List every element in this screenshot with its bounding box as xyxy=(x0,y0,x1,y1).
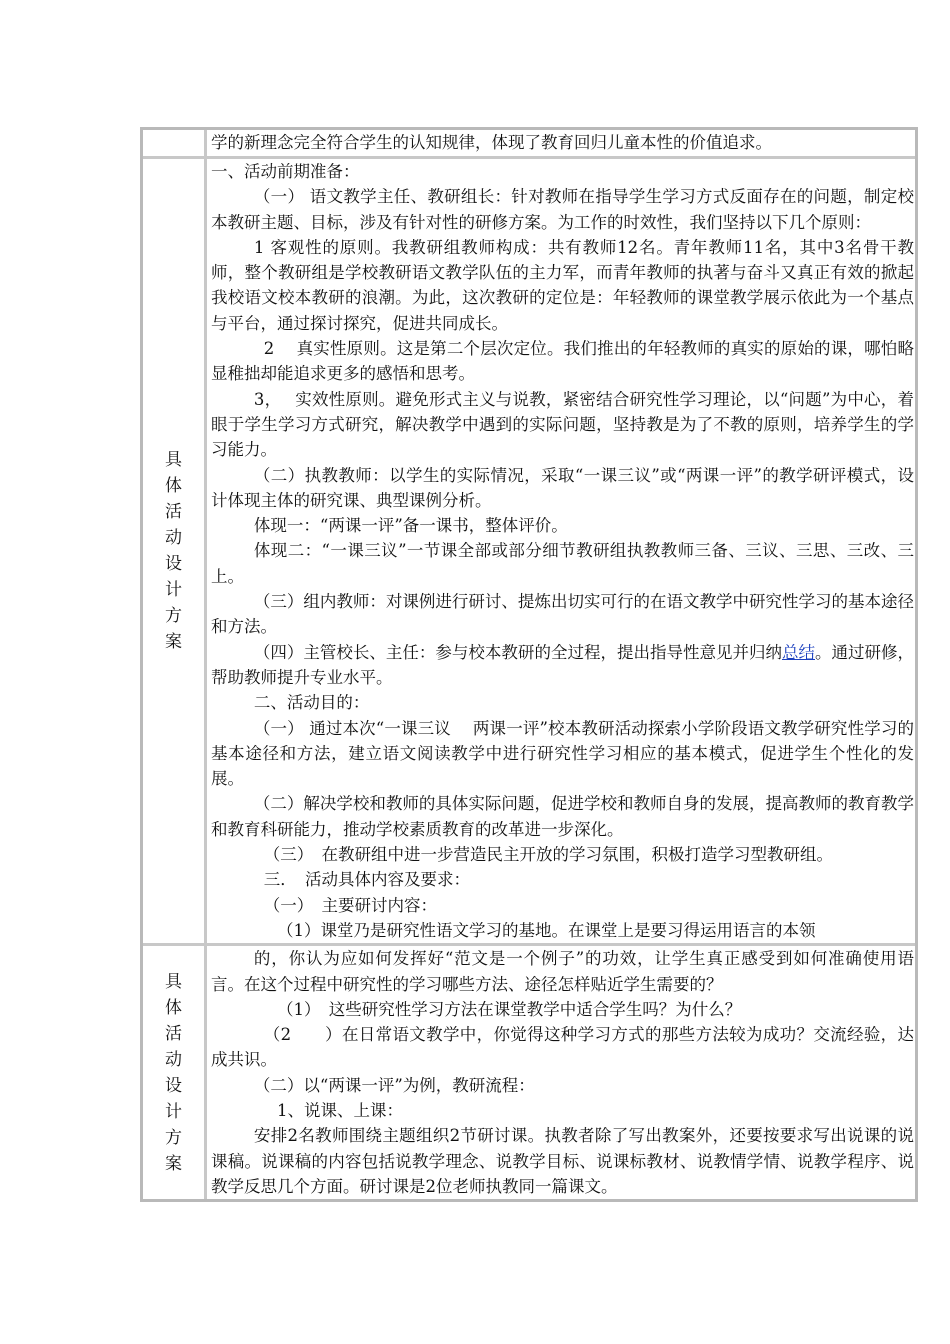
paragraph: （三） 在教研组中进一步营造民主开放的学习氛围，积极打造学习型教研组。 xyxy=(263,845,834,865)
paragraph: 3， 实效性原则。避免形式主义与说教，紧密结合研究性学习理论，以“问题”为中心，着眼于学生学习方式研究，解决教学中遇到的实际问题，坚持教是为了不教的原则，培养学生的学习能力。 xyxy=(211,389,914,460)
label-cell xyxy=(143,946,207,1199)
label-cell xyxy=(143,159,207,943)
paragraph: （二）执教教师：以学生的实际情况，采取“一课三议”或“两课一评”的教学研评模式，设计体现主体的研究课、典型课例分析。 xyxy=(211,465,914,510)
paragraph: 安排2名教师围绕主题组织2节研讨课。执教者除了写出教案外，还要按要求写出说课的说课稿。说课稿的内容包括说教学理念、说教学目标、说课标教材、说教情学情、说教学程序、说教学反思几个方面。研讨课是2位老师执教同一篇课文。 xyxy=(211,1126,914,1196)
paragraph: 体现一：“两课一评”备一课书，整体评价。 xyxy=(253,516,568,536)
document-table xyxy=(140,127,918,1202)
section-heading: 二、活动目的： xyxy=(253,693,370,713)
label-cell-empty xyxy=(143,130,207,156)
paragraph: （二）解决学校和教师的具体实际问题，促进学校和教师自身的发展，提高教师的教育教学和教育科研能力，推动学校素质教育的改革进一步深化。 xyxy=(211,794,914,839)
paragraph: （一） 主要研讨内容： xyxy=(263,895,438,915)
row-label: 具体活动设计方案 xyxy=(165,450,182,653)
section-heading: （二）以“两课一评”为例，教研流程： xyxy=(253,1075,535,1095)
table-row xyxy=(143,159,915,946)
paragraph: （一） 语文教学主任、教研组长：针对教师在指导学生学习方式反面存在的问题，制定校本教研主题、目标，涉及有针对性的研修方案。为工作的时效性，我们坚持以下几个原则： xyxy=(211,187,914,232)
paragraph: 体现二：“一课三议”一节课全部或部分细节教研组执教教师三备、三议、三思、三改、三上。 xyxy=(211,541,914,586)
content-cell xyxy=(207,159,915,943)
row-label: 具体活动设计方案 xyxy=(165,971,182,1174)
paragraph: （三）组内教师：对课例进行研讨、提炼出切实可行的在语文教学中研究性学习的基本途径和方法。 xyxy=(211,592,914,637)
paragraph-text: （四）主管校长、主任：参与校本教研的全过程，提出指导性意见并归纳 xyxy=(253,642,782,662)
paragraph: （2 ）在日常语文教学中，你觉得这种学习方式的那些方法较为成功？交流经验，达成共识。 xyxy=(211,1025,914,1070)
table-row xyxy=(143,946,915,1199)
section-heading: 一、活动前期准备： xyxy=(211,162,360,181)
paragraph: 2 真实性原则。这是第二个层次定位。我们推出的年轻教师的真实的原始的课，哪怕略显稚拙却能追求更多的感悟和思考。 xyxy=(211,339,914,384)
content-cell xyxy=(207,130,915,156)
paragraph: （1）课堂乃是研究性语文学习的基地。在课堂上是要习得运用语言的本领 xyxy=(277,920,816,940)
table-row xyxy=(143,130,915,159)
paragraph: 1 客观性的原则。我教研组教师构成：共有教师12名。青年教师11名，其中3名骨干教师，整个教研组是学校教研语文教学队伍的主力军，而青年教师的执著与奋斗又真正有效的掀起我校语文校本教研的浪潮。为此，这次教研的定位是：年轻教师的课堂教学展示依此为一个基点与平台，通过探讨探究，促进共同成长。 xyxy=(211,237,914,333)
paragraph: 学的新理念完全符合学生的认知规律，体现了教育回归儿童本性的价值追求。 xyxy=(211,133,772,152)
paragraph: 的，你认为应如何发挥好“范文是一个例子”的功效，让学生真正感受到如何准确使用语言。在这个过程中研究性的学习哪些方法、途径怎样贴近学生需要的？ xyxy=(211,949,914,994)
summary-link[interactable]: 总结 xyxy=(781,642,815,662)
paragraph xyxy=(211,640,914,691)
section-heading: 三． 活动具体内容及要求： xyxy=(263,870,471,890)
content-cell xyxy=(207,946,915,1199)
paragraph: 1、说课、上课： xyxy=(277,1100,403,1120)
paragraph: （一） 通过本次“一课三议 两课一评”校本教研活动探索小学阶段语文教学研究性学习的基本途径和方法，建立语文阅读教学中进行研究性学习相应的基本模式，促进学生个性化的发展。 xyxy=(211,718,914,789)
paragraph-text: 。通过研修，帮助教师提升专业水平。 xyxy=(211,642,915,687)
paragraph: （1） 这些研究性学习方法在课堂教学中适合学生吗？为什么？ xyxy=(277,999,742,1019)
